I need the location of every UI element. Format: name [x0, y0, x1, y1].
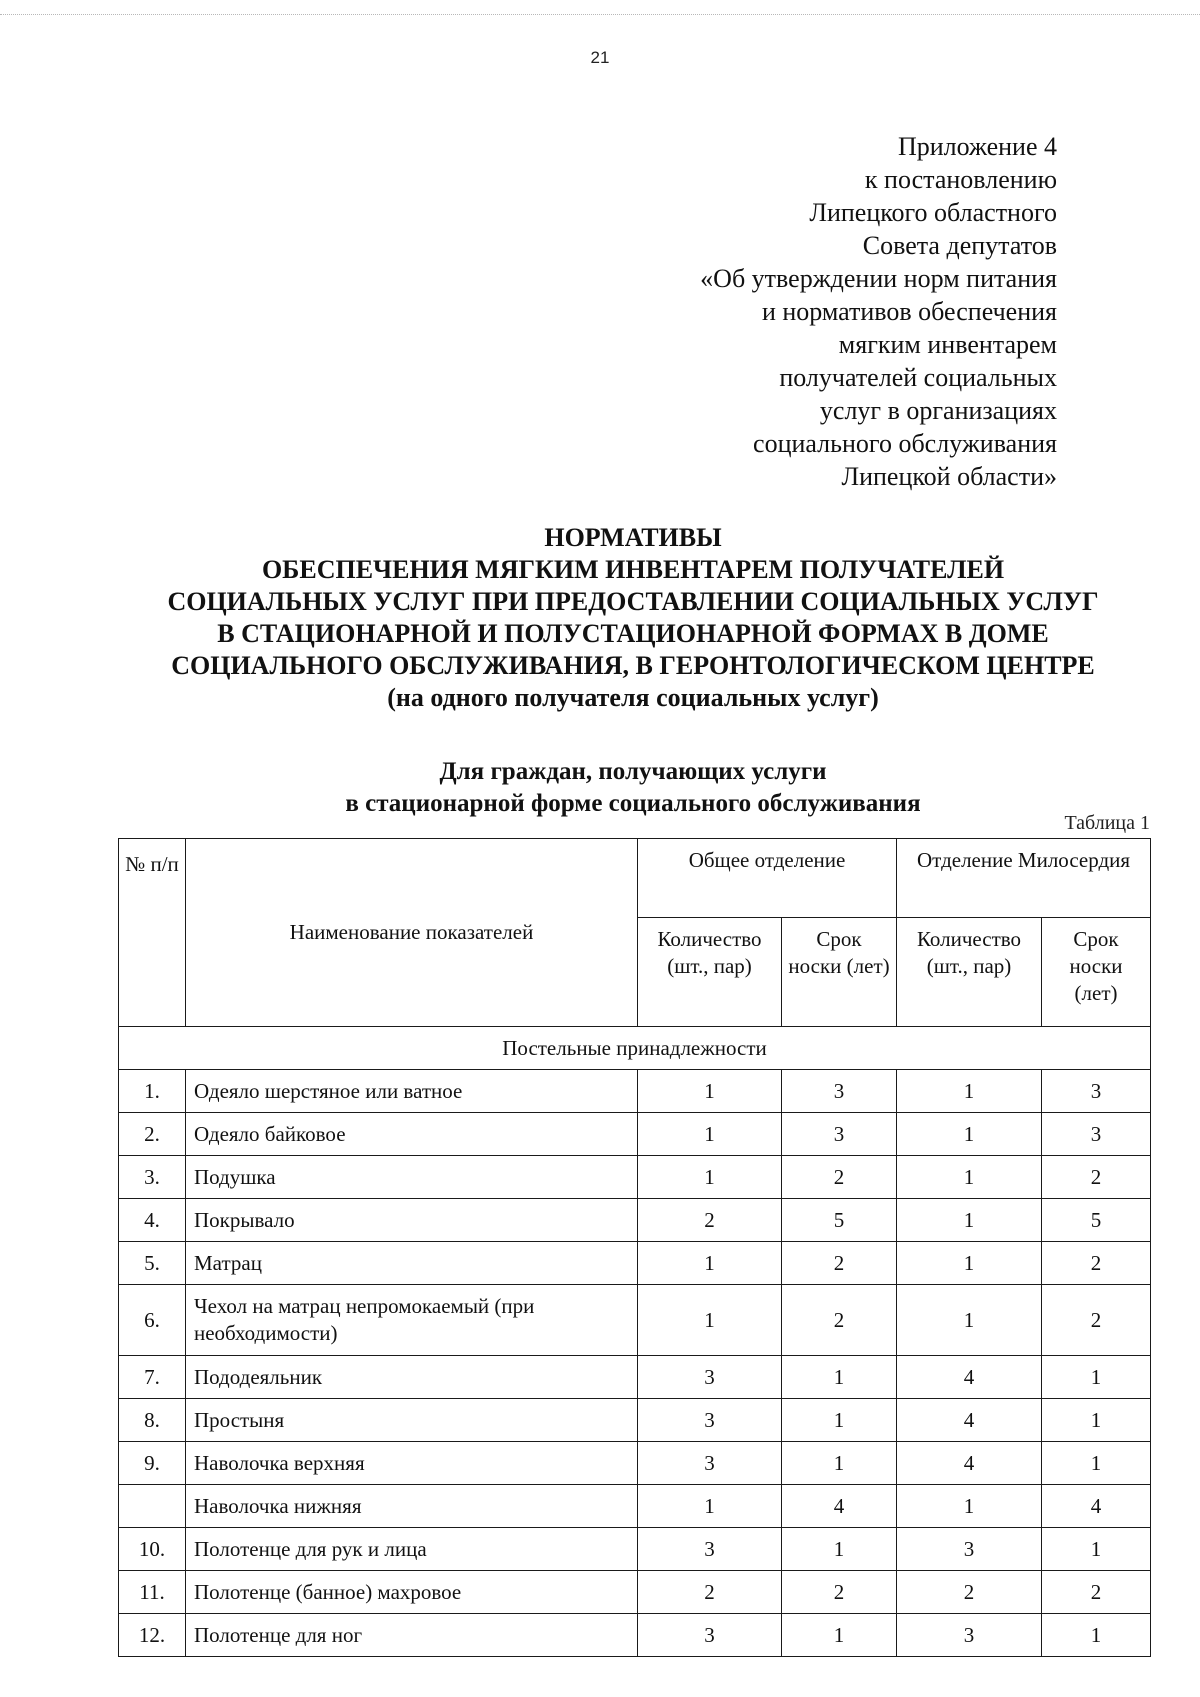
row-number: 5. — [119, 1242, 186, 1285]
row-name: Подушка — [186, 1156, 638, 1199]
row-quantity-general: 3 — [638, 1356, 782, 1399]
table-row — [119, 1113, 1151, 1156]
row-term-mercy: 1 — [1042, 1528, 1151, 1571]
row-quantity-mercy: 1 — [897, 1113, 1042, 1156]
row-term-mercy: 3 — [1042, 1070, 1151, 1113]
table-row — [119, 1442, 1151, 1485]
row-quantity-mercy: 1 — [897, 1070, 1042, 1113]
title-line: СОЦИАЛЬНОГО ОБСЛУЖИВАНИЯ, В ГЕРОНТОЛОГИЧЕСКОМ ЦЕНТРЕ — [171, 651, 1095, 680]
header-name: Наименование показателей — [186, 839, 638, 1027]
row-term-general: 1 — [782, 1442, 897, 1485]
row-quantity-general: 2 — [638, 1199, 782, 1242]
table-row — [119, 1156, 1151, 1199]
row-term-general: 2 — [782, 1571, 897, 1614]
section-subtitle — [100, 756, 1166, 820]
row-number: 11. — [119, 1571, 186, 1614]
header-quantity: Количество (шт., пар) — [897, 918, 1042, 1027]
row-term-mercy: 4 — [1042, 1485, 1151, 1528]
row-quantity-general: 1 — [638, 1242, 782, 1285]
row-term-general: 1 — [782, 1356, 897, 1399]
row-quantity-mercy: 1 — [897, 1485, 1042, 1528]
row-number: 3. — [119, 1156, 186, 1199]
row-name: Наволочка верхняя — [186, 1442, 638, 1485]
row-number: 12. — [119, 1614, 186, 1657]
table-row — [119, 1614, 1151, 1657]
row-quantity-mercy: 1 — [897, 1242, 1042, 1285]
row-quantity-mercy: 3 — [897, 1614, 1042, 1657]
row-term-mercy: 1 — [1042, 1614, 1151, 1657]
row-quantity-mercy: 3 — [897, 1528, 1042, 1571]
row-number: 9. — [119, 1442, 186, 1485]
row-term-mercy: 3 — [1042, 1113, 1151, 1156]
row-number: 6. — [119, 1285, 186, 1356]
table-row — [119, 1070, 1151, 1113]
subtitle-line: Для граждан, получающих услуги — [439, 758, 827, 785]
scan-edge-line — [0, 14, 1200, 15]
row-name: Чехол на матрац непромокаемый (при необходимости) — [186, 1285, 638, 1356]
appendix-header — [700, 130, 1057, 493]
row-name: Матрац — [186, 1242, 638, 1285]
appendix-line: Приложение 4 — [897, 132, 1057, 161]
row-name: Наволочка нижняя — [186, 1485, 638, 1528]
row-term-general: 4 — [782, 1485, 897, 1528]
appendix-line: получателей социальных — [779, 363, 1057, 392]
appendix-line: к постановлению — [864, 165, 1057, 194]
row-term-mercy: 2 — [1042, 1242, 1151, 1285]
title-line: В СТАЦИОНАРНОЙ И ПОЛУСТАЦИОНАРНОЙ ФОРМАХ В ДОМЕ — [217, 619, 1049, 648]
row-quantity-general: 1 — [638, 1485, 782, 1528]
row-quantity-mercy: 4 — [897, 1399, 1042, 1442]
appendix-line: Совета депутатов — [862, 231, 1057, 260]
row-number: 7. — [119, 1356, 186, 1399]
row-quantity-mercy: 1 — [897, 1285, 1042, 1356]
row-number: 2. — [119, 1113, 186, 1156]
row-term-mercy: 5 — [1042, 1199, 1151, 1242]
row-quantity-mercy: 2 — [897, 1571, 1042, 1614]
appendix-line: «Об утверждении норм питания — [700, 264, 1057, 293]
section-row — [119, 1027, 1151, 1070]
row-term-general: 2 — [782, 1156, 897, 1199]
row-quantity-mercy: 4 — [897, 1442, 1042, 1485]
row-quantity-mercy: 4 — [897, 1356, 1042, 1399]
table-row — [119, 1199, 1151, 1242]
title-line: (на одного получателя социальных услуг) — [387, 683, 879, 712]
header-group-general: Общее отделение — [638, 839, 897, 918]
row-term-mercy: 2 — [1042, 1285, 1151, 1356]
header-quantity: Количество (шт., пар) — [638, 918, 782, 1027]
appendix-line: социального обслуживания — [753, 429, 1057, 458]
row-number: 4. — [119, 1199, 186, 1242]
header-group-mercy: Отделение Милосердия — [897, 839, 1151, 918]
title-line: СОЦИАЛЬНЫХ УСЛУГ ПРИ ПРЕДОСТАВЛЕНИИ СОЦИАЛЬНЫХ УСЛУГ — [167, 587, 1099, 616]
table-row — [119, 1528, 1151, 1571]
table-row — [119, 1242, 1151, 1285]
row-term-mercy: 2 — [1042, 1571, 1151, 1614]
row-number: 10. — [119, 1528, 186, 1571]
table-row — [119, 1399, 1151, 1442]
table-row — [119, 1485, 1151, 1528]
row-number: 1. — [119, 1070, 186, 1113]
header-number: № п/п — [119, 839, 186, 1027]
subtitle-line: в стационарной форме социального обслуживания — [345, 790, 921, 817]
row-quantity-general: 1 — [638, 1285, 782, 1356]
row-quantity-general: 1 — [638, 1113, 782, 1156]
row-quantity-general: 3 — [638, 1614, 782, 1657]
norms-table — [118, 838, 1151, 1657]
appendix-line: услуг в организациях — [819, 396, 1057, 425]
row-name: Одеяло байковое — [186, 1113, 638, 1156]
row-quantity-general: 1 — [638, 1156, 782, 1199]
row-quantity-general: 2 — [638, 1571, 782, 1614]
row-name: Полотенце для рук и лица — [186, 1528, 638, 1571]
row-term-general: 1 — [782, 1614, 897, 1657]
header-wear-term: Срок носки (лет) — [1042, 918, 1151, 1027]
row-name: Полотенце (банное) махровое — [186, 1571, 638, 1614]
page-number: 21 — [590, 48, 610, 67]
header-wear-term: Срок носки (лет) — [782, 918, 897, 1027]
row-quantity-general: 3 — [638, 1442, 782, 1485]
row-term-mercy: 1 — [1042, 1399, 1151, 1442]
section-title: Постельные принадлежности — [119, 1027, 1151, 1070]
row-name: Покрывало — [186, 1199, 638, 1242]
appendix-line: и нормативов обеспечения — [761, 297, 1057, 326]
row-quantity-general: 1 — [638, 1070, 782, 1113]
row-name: Одеяло шерстяное или ватное — [186, 1070, 638, 1113]
row-number: 8. — [119, 1399, 186, 1442]
row-term-general: 3 — [782, 1070, 897, 1113]
row-term-general: 1 — [782, 1528, 897, 1571]
table-row — [119, 1356, 1151, 1399]
title-line: НОРМАТИВЫ — [544, 523, 722, 552]
row-term-general: 5 — [782, 1199, 897, 1242]
table-label: Таблица 1 — [1064, 812, 1150, 834]
row-term-general: 1 — [782, 1399, 897, 1442]
row-name: Простыня — [186, 1399, 638, 1442]
row-quantity-mercy: 1 — [897, 1199, 1042, 1242]
table-row — [119, 1285, 1151, 1356]
document-title — [100, 522, 1166, 714]
row-term-mercy: 1 — [1042, 1356, 1151, 1399]
appendix-line: мягким инвентарем — [838, 330, 1057, 359]
row-term-general: 2 — [782, 1242, 897, 1285]
row-term-general: 2 — [782, 1285, 897, 1356]
row-name: Полотенце для ног — [186, 1614, 638, 1657]
row-quantity-general: 3 — [638, 1528, 782, 1571]
row-term-mercy: 1 — [1042, 1442, 1151, 1485]
appendix-line: Липецкой области» — [841, 462, 1057, 491]
row-quantity-mercy: 1 — [897, 1156, 1042, 1199]
table-row — [119, 1571, 1151, 1614]
row-term-general: 3 — [782, 1113, 897, 1156]
title-line: ОБЕСПЕЧЕНИЯ МЯГКИМ ИНВЕНТАРЕМ ПОЛУЧАТЕЛЕЙ — [261, 555, 1005, 584]
row-quantity-general: 3 — [638, 1399, 782, 1442]
appendix-line: Липецкого областного — [809, 198, 1057, 227]
row-name: Пододеяльник — [186, 1356, 638, 1399]
row-term-mercy: 2 — [1042, 1156, 1151, 1199]
row-number — [119, 1485, 186, 1528]
